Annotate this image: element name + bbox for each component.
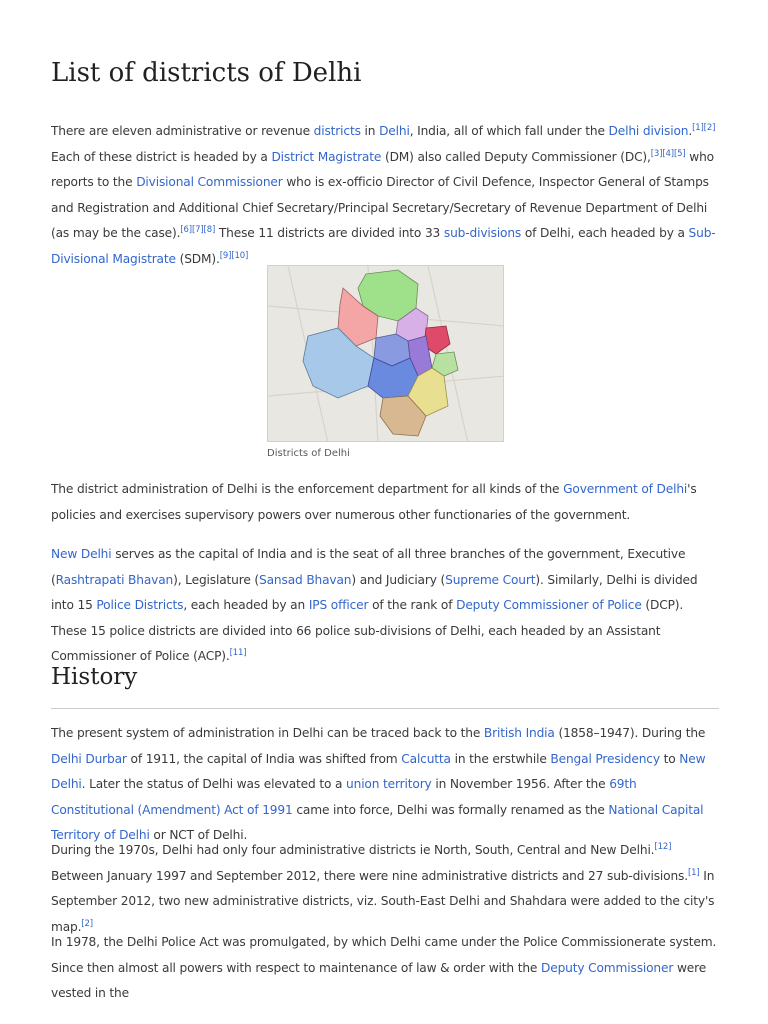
map-graphic xyxy=(268,266,504,442)
ref-link[interactable]: [4] xyxy=(662,148,674,159)
link-delhi-division[interactable]: Delhi division xyxy=(608,124,689,138)
link-nct-delhi[interactable]: National Capital Territory of Delhi xyxy=(51,802,704,842)
link-new-delhi[interactable]: New Delhi xyxy=(51,547,112,561)
history-paragraph-2 xyxy=(51,838,719,940)
text: . xyxy=(688,124,693,138)
text: These 11 districts are divided into 33 xyxy=(215,226,444,240)
history-paragraph-3 xyxy=(51,930,719,1007)
lead-paragraph-2 xyxy=(51,477,719,528)
history-paragraph-1 xyxy=(51,721,719,849)
link-dcp[interactable]: Deputy Commissioner of Police xyxy=(456,598,642,612)
link-supreme-court[interactable]: Supreme Court xyxy=(445,572,536,587)
page-title: List of districts of Delhi xyxy=(51,58,362,88)
ref-link[interactable]: [3] xyxy=(650,148,663,159)
link-new-delhi[interactable]: New Delhi xyxy=(51,751,706,791)
text: Between January 1997 and September 2012, there were nine administrative districts and 27 sub-divisions. xyxy=(51,868,688,883)
text: (SDM). xyxy=(175,251,220,266)
ref[interactable] xyxy=(662,148,674,158)
text: The present system of administration in Delhi can be traced back to the xyxy=(51,726,484,740)
text: ), Legislature ( xyxy=(173,572,260,587)
figure-caption: Districts of Delhi xyxy=(267,448,350,459)
link-sub-divisions[interactable]: sub-divisions xyxy=(443,226,522,240)
text: In 1978, the Delhi Police Act was promulgated, by which Delhi came under the Police Commissionerate system. Since then almost all powers with respect to maintenance of law & order with the xyxy=(51,935,717,975)
text: or NCT of Delhi. xyxy=(149,828,248,842)
link-ips-officer[interactable]: IPS officer xyxy=(308,598,369,612)
text: , each headed by an xyxy=(183,598,309,612)
text: of 1911, the capital of India was shifted from xyxy=(126,751,402,766)
text: came into force, Delhi was formally renamed as the xyxy=(292,802,609,817)
text: were vested in the xyxy=(51,960,707,1000)
ref[interactable] xyxy=(654,842,671,852)
link-divisional-commissioner[interactable]: Divisional Commissioner xyxy=(136,175,283,189)
text: Each of these district is headed by a xyxy=(51,149,272,164)
lead-paragraph-3 xyxy=(51,542,719,670)
ref[interactable] xyxy=(651,148,663,158)
text: in xyxy=(360,124,380,138)
link-calcutta[interactable]: Calcutta xyxy=(401,751,451,766)
ref[interactable] xyxy=(230,648,247,658)
ref-link[interactable]: [6] xyxy=(180,224,192,235)
section-divider xyxy=(51,708,719,709)
ref[interactable] xyxy=(704,123,716,133)
text: serves as the capital of India and is the seat of all three branches of the government, Executive ( xyxy=(51,547,686,587)
lead-paragraph-1 xyxy=(51,119,719,272)
district-map-image[interactable] xyxy=(267,265,504,442)
text: who reports to the xyxy=(51,149,714,189)
ref-link[interactable]: [10] xyxy=(231,250,249,261)
text: of the rank of xyxy=(368,598,457,612)
text: ) and Judiciary ( xyxy=(351,572,446,587)
section-heading-history: History xyxy=(51,664,138,690)
text: who is ex-officio Director of Civil Defence, Inspector General of Stamps and Registration and Additional Chief Secretary/Principal Secretary/Secretary of Revenue Department of Delhi (as may be the case). xyxy=(51,175,709,240)
link-district-magistrate[interactable]: District Magistrate xyxy=(271,149,382,164)
text: . Later the status of Delhi was elevated to a xyxy=(81,777,347,791)
ref[interactable] xyxy=(692,123,704,133)
ref-link[interactable]: [2] xyxy=(81,918,93,929)
ref-link[interactable]: [5] xyxy=(673,148,686,159)
link-deputy-commissioner[interactable]: Deputy Commissioner xyxy=(540,960,674,975)
text: (DM) also called Deputy Commissioner (DC), xyxy=(381,149,651,164)
ref-link[interactable]: [12] xyxy=(654,841,672,852)
text: (DCP). These 15 police districts are divided into 66 police sub-divisions of Delhi, each headed by an Assistant Commissioner of Police (ACP). xyxy=(51,598,684,663)
link-british-india[interactable]: British India xyxy=(483,726,555,740)
link-police-districts[interactable]: Police Districts xyxy=(96,598,184,612)
text: in November 1956. After the xyxy=(431,777,610,791)
link-government-of-delhi[interactable]: Government of Delhi xyxy=(563,482,688,496)
ref[interactable] xyxy=(204,225,216,235)
link-delhi[interactable]: Delhi xyxy=(379,124,410,138)
ref-link[interactable]: [8] xyxy=(203,224,216,235)
text: 's policies and exercises supervisory powers over numerous other functionaries of the government. xyxy=(51,482,697,522)
text: ). Similarly, Delhi is divided into 15 xyxy=(51,572,698,612)
link-rashtrapati-bhavan[interactable]: Rashtrapati Bhavan xyxy=(55,572,174,587)
text: During the 1970s, Delhi had only four administrative districts ie North, South, Central and New Delhi. xyxy=(51,843,655,857)
text: , India, all of which fall under the xyxy=(409,124,609,138)
ref[interactable] xyxy=(180,225,192,235)
link-sansad-bhavan[interactable]: Sansad Bhavan xyxy=(259,572,352,587)
ref-link[interactable]: [11] xyxy=(229,647,247,658)
link-districts[interactable]: districts xyxy=(313,124,361,138)
text: In September 2012, two new administrative districts, viz. South-East Delhi and Shahdara were added to the city's map. xyxy=(51,868,715,934)
ref[interactable] xyxy=(674,148,686,158)
ref-link[interactable]: [7] xyxy=(191,224,204,235)
ref-link[interactable]: [2] xyxy=(703,122,716,133)
ref-link[interactable]: [1] xyxy=(687,867,700,878)
ref[interactable] xyxy=(688,867,700,877)
ref[interactable] xyxy=(231,250,248,260)
text: There are eleven administrative or revenue xyxy=(51,124,314,138)
link-bengal-presidency[interactable]: Bengal Presidency xyxy=(550,751,660,766)
link-delhi-durbar[interactable]: Delhi Durbar xyxy=(51,751,127,766)
link-union-territory[interactable]: union territory xyxy=(346,777,432,791)
ref[interactable] xyxy=(192,225,204,235)
text: in the erstwhile xyxy=(450,751,551,766)
ref-link[interactable]: [9] xyxy=(219,250,232,261)
text: The district administration of Delhi is the enforcement department for all kinds of the xyxy=(51,482,564,496)
link-69th-amendment[interactable]: 69th Constitutional (Amendment) Act of 1991 xyxy=(51,777,637,817)
ref[interactable] xyxy=(81,918,93,928)
text: (1858–1947). During the xyxy=(554,726,706,740)
ref[interactable] xyxy=(220,250,232,260)
ref-link[interactable]: [1] xyxy=(692,122,704,133)
district-map-figure xyxy=(267,265,504,459)
text: to xyxy=(659,751,680,766)
text: of Delhi, each headed by a xyxy=(521,226,689,240)
link-sdm[interactable]: Sub-Divisional Magistrate xyxy=(51,226,716,266)
